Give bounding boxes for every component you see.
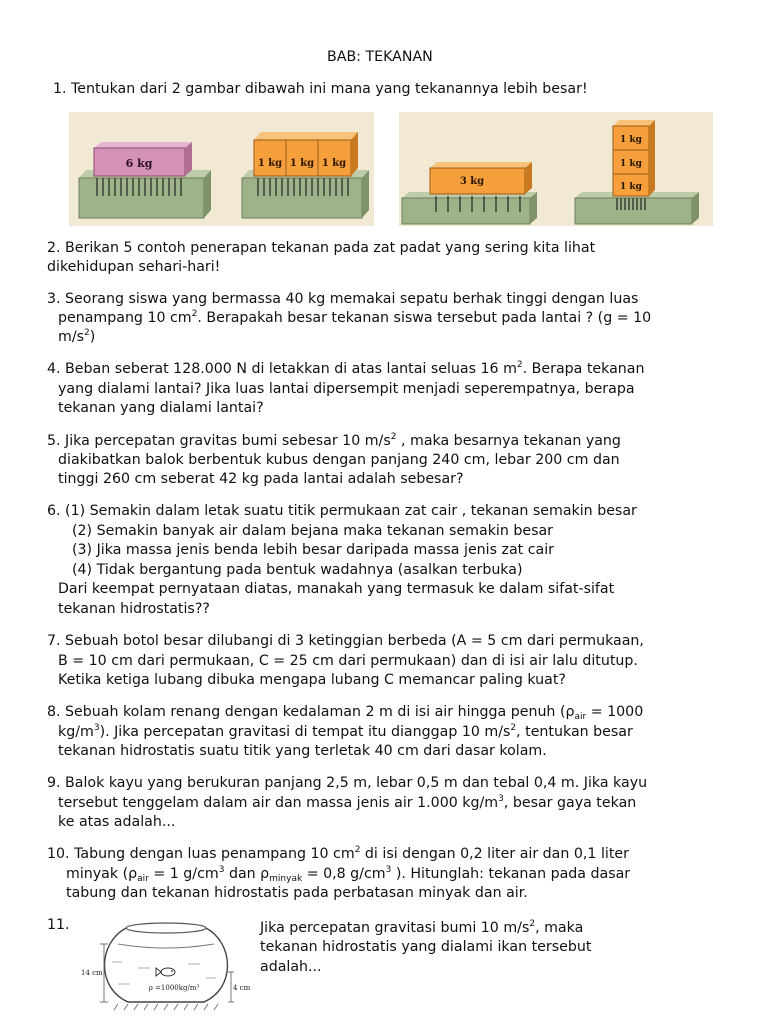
stack-box-label: 1 kg [620,159,642,169]
question-9-line-1: 9. Balok kayu yang berukuran panjang 2,5 m, lebar 0,5 m dan tebal 0,4 m. Jika kayu [47,775,648,791]
figure-2 [399,112,713,226]
question-3-line-3: $m/s^2$) [58,328,96,345]
fishbowl-figure [78,918,250,1014]
question-5-line-2: diakibatkan balok berbentuk kubus dengan panjang 240 cm, lebar 200 cm dan [58,452,620,468]
question-8-line-1: 8. Sebuah kolam renang dengan kedalaman 2 m di isi air hingga penuh ($\rho_{air} = 1000$ [47,704,644,722]
question-8-line-3: tekanan hidrostatis suatu titik yang terletak 40 cm dari dasar kolam. [58,743,547,759]
orange-boxes [254,132,358,176]
question-9-line-2: tersebut tenggelam dalam air dan massa jenis air 1.000 $kg/m^3$, besar gaya tekan [58,794,637,811]
question-2-line-1: 2. Berikan 5 contoh penerapan tekanan pada zat padat yang sering kita lihat [47,240,596,256]
flat-box-label: 3 kg [459,176,485,187]
small-box-label: 1 kg [321,158,347,169]
page-title: BAB: TEKANAN [327,49,433,65]
question-11-line-1: Jika percepatan gravitasi bumi 10 $m/s^2$, maka [260,919,584,936]
depth-label-right: 4 cm [233,984,250,992]
question-2-line-2: dikehidupan sehari-hari! [47,259,221,275]
question-4-line-1: 4. Beban seberat 128.000 N di letakkan di atas lantai seluas 16 $m^2$. Berapa tekanan [47,360,645,377]
small-box-label: 1 kg [289,158,315,169]
question-4-line-2: yang dialami lantai? Jika luas lantai dipersempit menjadi seperempatnya, berapa [58,381,635,397]
stack-box-label: 1 kg [620,182,642,192]
question-6-line-5: Dari keempat pernyataan diatas, manakah yang termasuk ke dalam sifat-sifat [58,581,615,597]
big-box-label: 6 kg [125,157,153,170]
question-6-line-6: tekanan hidrostatis?? [58,601,210,617]
question-7-line-2: B = 10 cm dari permukaan, C = 25 cm dari permukaan) dan di isi air lalu ditutup. [58,653,638,669]
depth-label-left: 14 cm [81,969,103,977]
question-11-line-2: tekanan hidrostatis yang dialami ikan tersebut [260,939,592,955]
question-10-line-1: 10. Tabung dengan luas penampang 10 $cm^2$ di isi dengan 0,2 liter air dan 0,1 liter [47,845,629,862]
stacked-boxes [613,120,655,196]
question-7-line-3: Ketika ketiga lubang dibuka mengapa lubang C memancar paling kuat? [58,672,566,688]
question-6-line-1: 6. (1) Semakin dalam letak suatu titik permukaan zat cair , tekanan semakin besar [47,503,637,519]
question-8-line-2: $kg/m^3$). Jika percepatan gravitasi di tempat itu dianggap 10 $m/s^2$, tentukan besar [58,723,633,740]
small-box-label: 1 kg [257,158,283,169]
figure-1 [69,112,374,226]
question-5-line-1: 5. Jika percepatan gravitas bumi sebesar 10 $m/s^2$ , maka besarnya tekanan yang [47,432,621,449]
question-11-line-3: adalah... [260,959,322,975]
question-10-line-3: tabung dan tekanan hidrostatis pada perbatasan minyak dan air. [66,885,528,901]
question-1: 1. Tentukan dari 2 gambar dibawah ini mana yang tekanannya lebih besar! [53,81,588,97]
flat-box [430,162,532,194]
pink-box [94,142,192,176]
question-7-line-1: 7. Sebuah botol besar dilubangi di 3 ketinggian berbeda (A = 5 cm dari permukaan, [47,633,644,649]
question-6-line-3: (3) Jika massa jenis benda lebih besar daripada massa jenis zat cair [72,542,555,558]
question-9-line-3: ke atas adalah... [58,814,176,830]
question-11-number: 11. [47,917,70,933]
question-5-line-3: tinggi 260 cm seberat 42 kg pada lantai adalah sebesar? [58,471,464,487]
stack-box-label: 1 kg [620,135,642,145]
question-6-line-2: (2) Semakin banyak air dalam bejana maka tekanan semakin besar [72,523,554,539]
question-10-line-2: minyak ($\rho_{air} = 1$ $g/cm^3$ dan $\rho_{minyak} = 0,8$ $g/cm^3$ ). Hitunglah: tekanan pada dasar [66,865,631,884]
question-3-line-2: penampang 10 $cm^2$. Berapakah besar tekanan siswa tersebut pada lantai ? (g = 10 [58,309,652,326]
question-3-line-1: 3. Seorang siswa yang bermassa 40 kg memakai sepatu berhak tinggi dengan luas [47,291,639,307]
density-label: ρ =1000kg/m³ [148,984,200,992]
question-6-line-4: (4) Tidak bergantung pada bentuk wadahnya (asalkan terbuka) [72,562,523,578]
question-4-line-3: tekanan yang dialami lantai? [58,400,264,416]
